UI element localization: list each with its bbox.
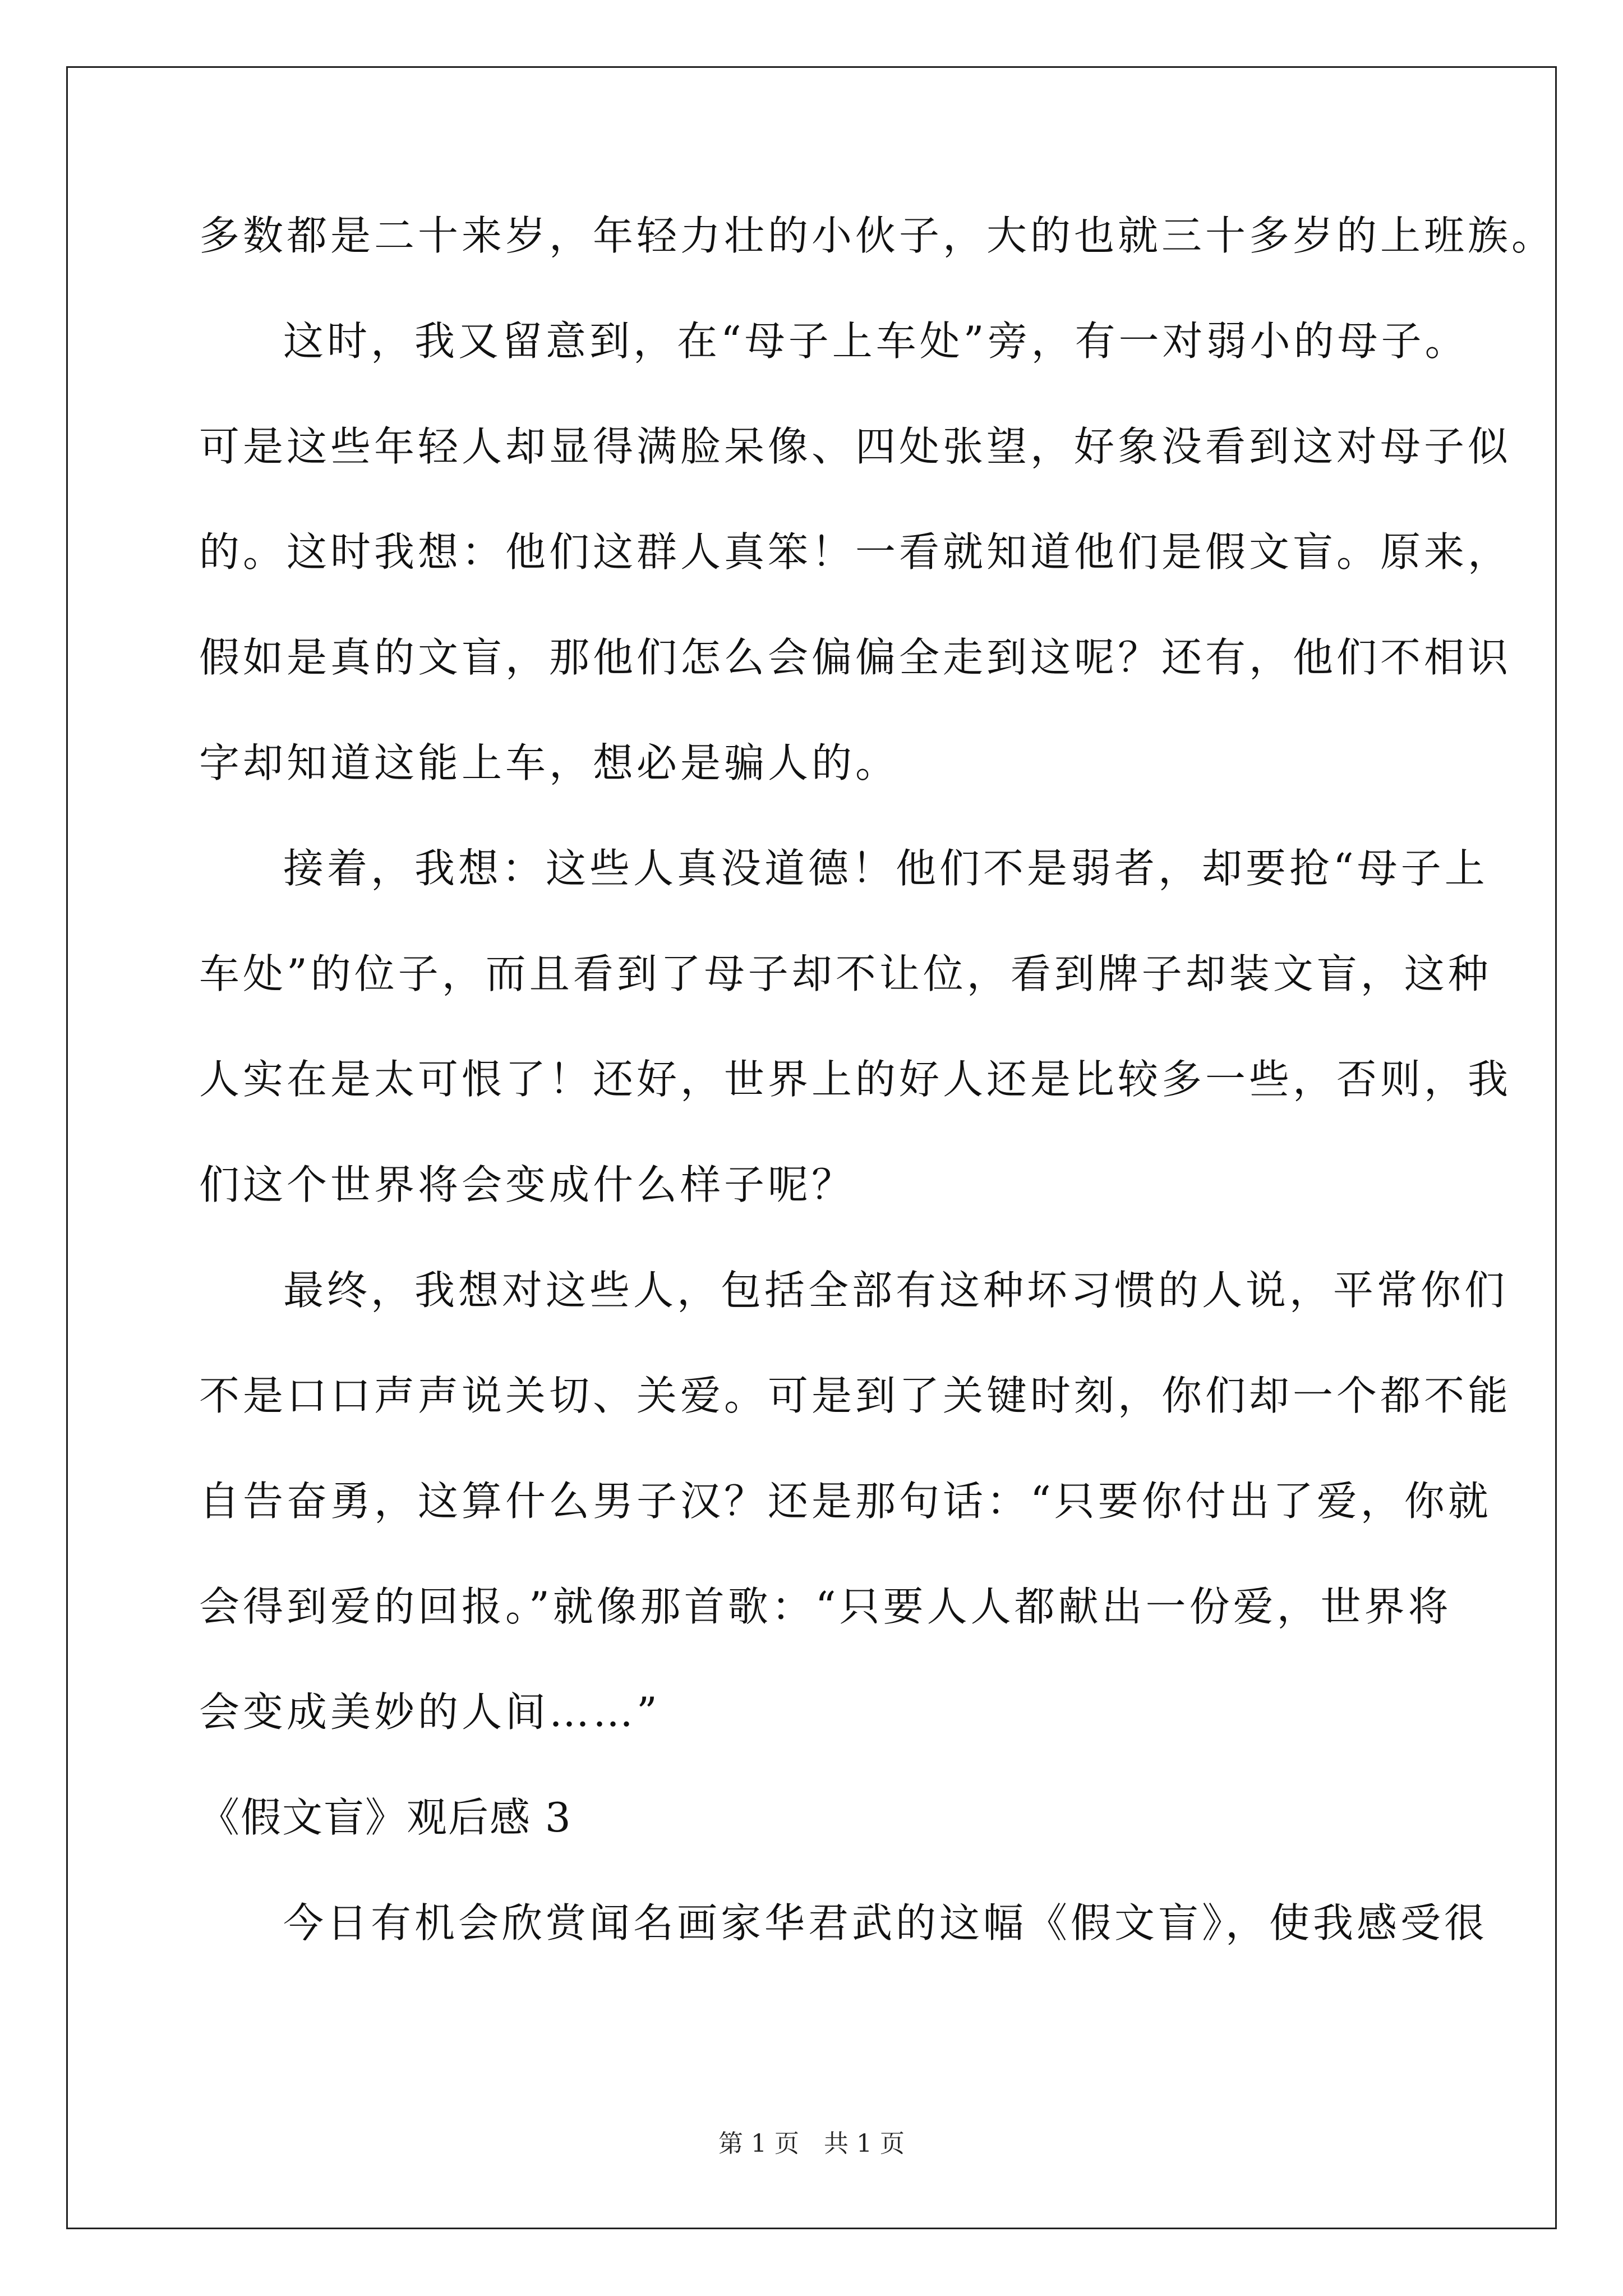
paragraph-line: 接着，我想：这些人真没道德！他们不是弱者，却要抢“母子上 — [283, 845, 1488, 892]
paragraph-line: 今日有机会欣赏闻名画家华君武的这幅《假文盲》，使我感受很 — [283, 1899, 1488, 1947]
paragraph-line: 会变成美妙的人间……” — [199, 1688, 661, 1736]
paragraph-line: 自告奋勇，这算什么男子汉？还是那句话：“只要你付出了爱，你就 — [199, 1478, 1492, 1525]
paragraph-line: 可是这些年轻人却显得满脸呆像、四处张望，好象没看到这对母子似 — [199, 423, 1512, 470]
page-footer: 第 1 页 共 1 页 — [718, 2129, 905, 2158]
paragraph-line: 字却知道这能上车，想必是骗人的。 — [199, 739, 900, 786]
paragraph-line: 多数都是二十来岁，年轻力壮的小伙子，大的也就三十多岁的上班族。 — [199, 212, 1556, 259]
paragraph-line: 会得到爱的回报。”就像那首歌：“只要人人都献出一份爱，世界将 — [199, 1583, 1452, 1630]
paragraph-line: 的。这时我想：他们这群人真笨！一看就知道他们是假文盲。原来， — [199, 528, 1512, 576]
paragraph-line: 不是口口声声说关切、关爱。可是到了关键时刻，你们却一个都不能 — [199, 1372, 1512, 1419]
paragraph-line: 最终，我想对这些人，包括全部有这种坏习惯的人说，平常你们 — [283, 1267, 1509, 1314]
paragraph-line: 们这个世界将会变成什么样子呢？ — [199, 1161, 856, 1208]
paragraph-line: 人实在是太可恨了！还好，世界上的好人还是比较多一些，否则，我 — [199, 1056, 1512, 1103]
paragraph-line: 车处”的位子，而且看到了母子却不让位，看到牌子却装文盲，这种 — [199, 950, 1492, 997]
section-heading: 《假文盲》观后感 3 — [199, 1794, 572, 1841]
paragraph-line: 这时，我又留意到，在“母子上车处”旁，有一对弱小的母子。 — [283, 318, 1469, 365]
paragraph-line: 假如是真的文盲，那他们怎么会偏偏全走到这呢？还有，他们不相识 — [199, 634, 1512, 681]
